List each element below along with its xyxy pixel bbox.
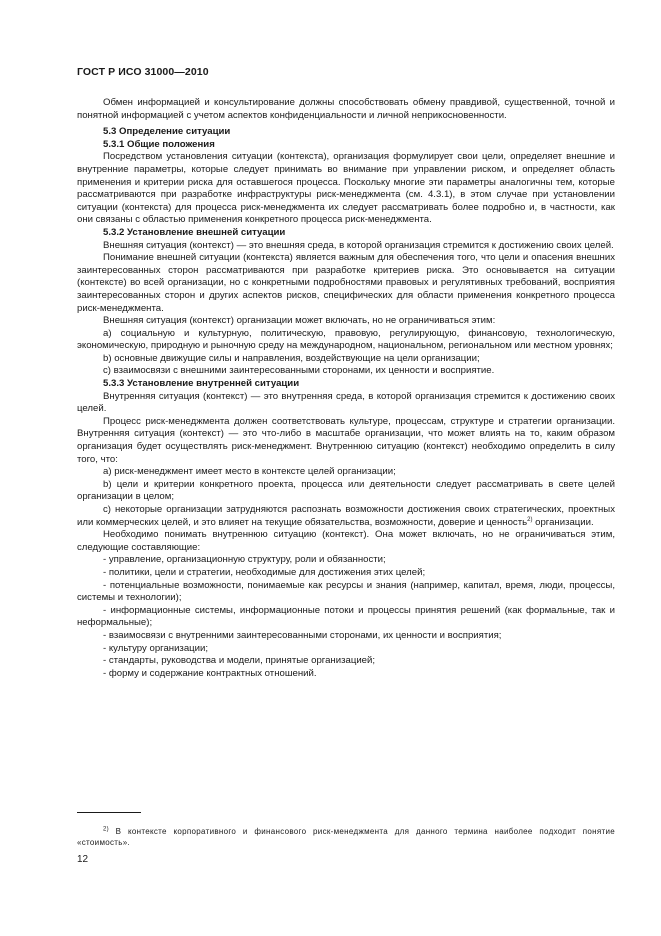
heading-5-3-3: 5.3.3 Установление внутренней ситуации	[103, 378, 300, 390]
footnote-reference: 2)	[527, 516, 533, 523]
page-number: 12	[77, 854, 89, 865]
footnote-divider	[77, 812, 141, 813]
paragraph-5-3-1: Посредством установления ситуации (контекста), организация формулирует свои цели, определяет внешние и внутренние параметры, которые следует принимать во внимание при управлении риском, и определяет область применения и критерии риска для оставшегося процесса. Поскольку многие эти параметры аналогичны тем, которые рассматриваются при разработке инфраструктуры риск-менеджмента (см. 4.3.1), в этом случае при установлении ситуации (контекста) для процесса риск-менеджмента их следует рассматривать более подробно и, в частности, как они связаны с областью применения конкретного процесса риск-менеджмента.	[77, 151, 615, 226]
paragraph-5-3-2-3: Внешняя ситуация (контекст) организации может включать, но не ограничиваться этим:	[103, 315, 496, 327]
footnote-text: В контексте корпоративного и финансового риск-менеджмента для данного термина наиболее подходит понятие «стоимость».	[77, 827, 615, 847]
list-item-5-3-3-c	[77, 504, 615, 529]
dash-item-4: - информационные системы, информационные потоки и процессы принятия решений (как формальные, так и неформальные);	[77, 604, 615, 629]
paragraph-5-3-3-2: Процесс риск-менеджмента должен соответствовать культуре, процессам, структуре и стратегии организации. Внутренняя ситуация (контекст) — это что-либо в масштабе организации, что может влиять на то, каким образом организация будет осуществлять риск-менеджмент. Внутреннюю ситуацию (контекст) необходимо определить в силу того, что:	[77, 415, 615, 465]
heading-5-3-1: 5.3.1 Общие положения	[103, 138, 215, 150]
dash-item-1: - управление, организационную структуру, роли и обязанности;	[103, 554, 386, 566]
dash-item-8: - форму и содержание контрактных отношений.	[103, 667, 317, 679]
paragraph-5-3-3-1: Внутренняя ситуация (контекст) — это внутренняя среда, в которой организация стремится к достижению своих целей.	[77, 390, 615, 415]
paragraph-5-3-2-1: Внешняя ситуация (контекст) — это внешняя среда, в которой организация стремится к достижению своих целей.	[103, 239, 614, 251]
list-item-5-3-2-b: b) основные движущие силы и направления, воздействующие на цели организации;	[103, 352, 480, 364]
list-item-5-3-2-c: c) взаимосвязи с внешними заинтересованными сторонами, их ценности и восприятие.	[103, 365, 495, 377]
footnote-mark: 2)	[103, 826, 109, 833]
body-text	[77, 97, 615, 680]
dash-item-7: - стандарты, руководства и модели, принятые организацией;	[103, 655, 376, 667]
list-item-5-3-3-b: b) цели и критерии конкретного проекта, процесса или деятельности следует рассматривать в свете целей организации в целом;	[77, 478, 615, 503]
list-item-5-3-3-c-end: организации.	[532, 516, 594, 528]
heading-5-3-2: 5.3.2 Установление внешней ситуации	[103, 226, 286, 238]
dash-item-5: - взаимосвязи с внутренними заинтересованными сторонами, их ценности и восприятия;	[103, 629, 502, 641]
footnote	[77, 826, 615, 848]
heading-5-3: 5.3 Определение ситуации	[103, 126, 231, 138]
list-item-5-3-3-c-text: c) некоторые организации затрудняются распознать возможности достижения своих стратегических, проектных или коммерческих целей, и это влияет на текущие обязательства, возможности, доверие и ценность	[77, 504, 615, 528]
paragraph-5-3-3-3: Необходимо понимать внутреннюю ситуацию (контекст). Она может включать, но не ограничиваться этим, следующие составляющие:	[77, 529, 615, 553]
dash-item-6: - культуру организации;	[103, 642, 209, 654]
dash-item-2: - политики, цели и стратегии, необходимые для достижения этих целей;	[103, 566, 426, 578]
paragraph-5-3-2-2: Понимание внешней ситуации (контекста) является важным для обеспечения того, что цели и опасения внешних заинтересованных сторон рассматриваются при разработке критериев риска. Это основывается на ситуации (контексте) во всей организации, но с конкретными подробностями правовых и регулятивных требований, восприятия заинтересованных сторон и других аспектов рисков, специфических для области применения конкретного процесса риск-менеджмента.	[77, 252, 615, 314]
list-item-5-3-2-a: а) социальную и культурную, политическую, правовую, регулирующую, финансовую, технологическую, экономическую, природную и рыночную среду на международном, национальном, региональном или местном уровнях;	[77, 327, 615, 352]
paragraph-intro: Обмен информацией и консультирование должны способствовать обмену правдивой, существенной, точной и понятной информацией с учетом аспектов конфиденциальности и личной неприкосновенности.	[77, 97, 615, 121]
document-header: ГОСТ Р ИСО 31000—2010	[77, 66, 209, 78]
dash-item-3: - потенциальные возможности, понимаемые как ресурсы и знания (например, капитал, время, люди, процессы, системы и технологии);	[77, 579, 615, 604]
list-item-5-3-3-a: а) риск-менеджмент имеет место в контексте целей организации;	[103, 466, 396, 478]
